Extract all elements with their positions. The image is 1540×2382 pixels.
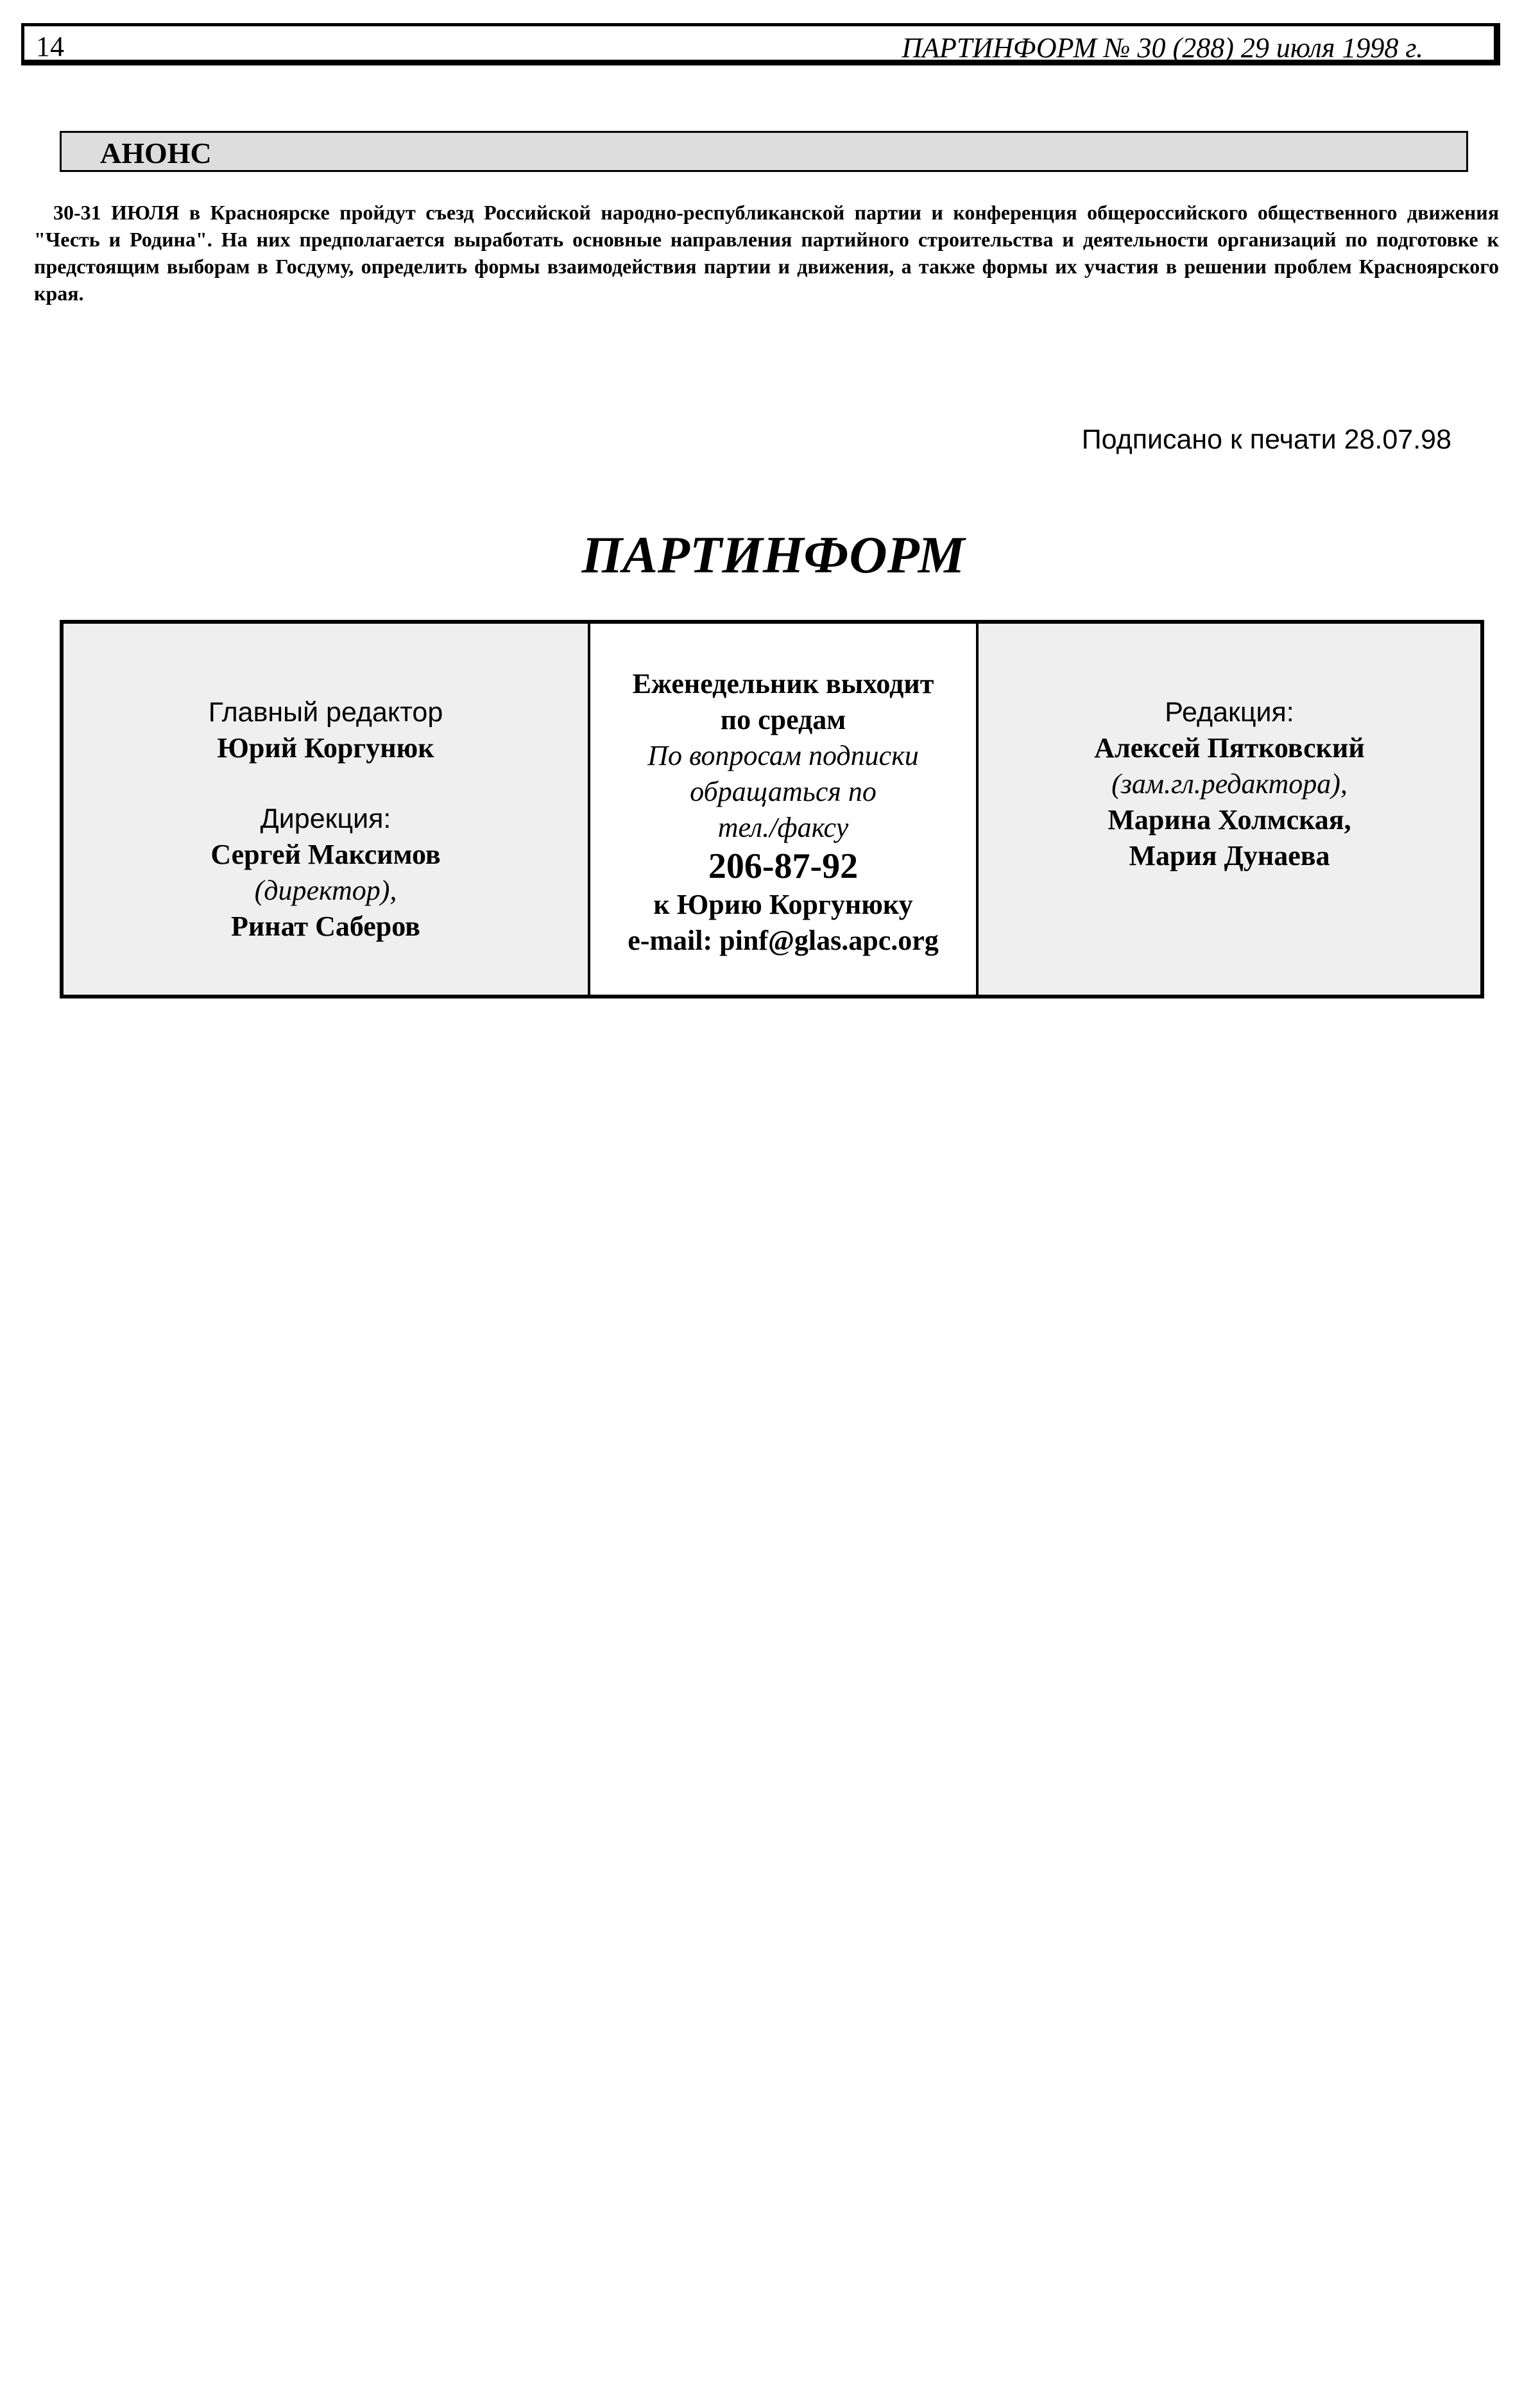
- directorate-label: Дирекция:: [260, 803, 391, 834]
- director-role: (директор),: [254, 875, 397, 906]
- credits-middle-column: [590, 624, 979, 995]
- editor-role-1: (зам.гл.редактора),: [1111, 768, 1348, 800]
- section-title: АНОНС: [100, 137, 212, 169]
- running-header: [21, 23, 1500, 65]
- credits-right-column: [979, 624, 1480, 995]
- directorate-second-name: Ринат Саберов: [231, 911, 420, 942]
- page-number: 14: [36, 31, 64, 62]
- chief-editor-label: Главный редактор: [208, 697, 443, 728]
- editor-name-1: Алексей Пятковский: [1094, 732, 1365, 764]
- chief-editor-name: Юрий Коргунюк: [217, 732, 434, 764]
- phone-number: 206-87-92: [708, 846, 859, 886]
- masthead-title: ПАРТИНФОРМ: [581, 526, 965, 584]
- director-name: Сергей Максимов: [210, 839, 441, 870]
- credits-left-column: [64, 624, 590, 995]
- signed-to-print: Подписано к печати 28.07.98: [1081, 424, 1451, 455]
- editor-name-2: Марина Холмская,: [1108, 804, 1351, 835]
- editorial-label: Редакция:: [1165, 697, 1294, 728]
- issue-line: ПАРТИНФОРМ № 30 (288) 29 июля 1998 г.: [902, 32, 1423, 64]
- announcement-paragraph: [34, 199, 1499, 307]
- announcement-text: в Красноярске пройдут съезд Российской народно-республиканской партии и конференция общероссийского общественного движения "Честь и Родина". На них предполагается выработать основные направления партийного строительства и деятельности организаций по подготовке к предстоящим выборам в Госдуму, определить формы взаимодействия партии и движения, а также формы их участия в решении проблем Красноярского края.: [34, 201, 1500, 305]
- contact-person: к Юрию Коргунюку: [653, 889, 913, 920]
- announcement-lead: 30-31 ИЮЛЯ: [53, 201, 180, 224]
- editor-name-3: Мария Дунаева: [1129, 840, 1330, 871]
- subscription-line-3: тел./факсу: [717, 812, 849, 843]
- subscription-line-2: обращаться по: [690, 776, 877, 807]
- email-address: e-mail: pinf@glas.apc.org: [628, 925, 939, 956]
- frequency-line-2: по средам: [720, 704, 846, 735]
- section-heading-bar: [60, 131, 1468, 172]
- frequency-line-1: Еженедельник выходит: [632, 668, 934, 699]
- subscription-line-1: По вопросам подписки: [647, 740, 919, 771]
- credits-table: [60, 620, 1484, 998]
